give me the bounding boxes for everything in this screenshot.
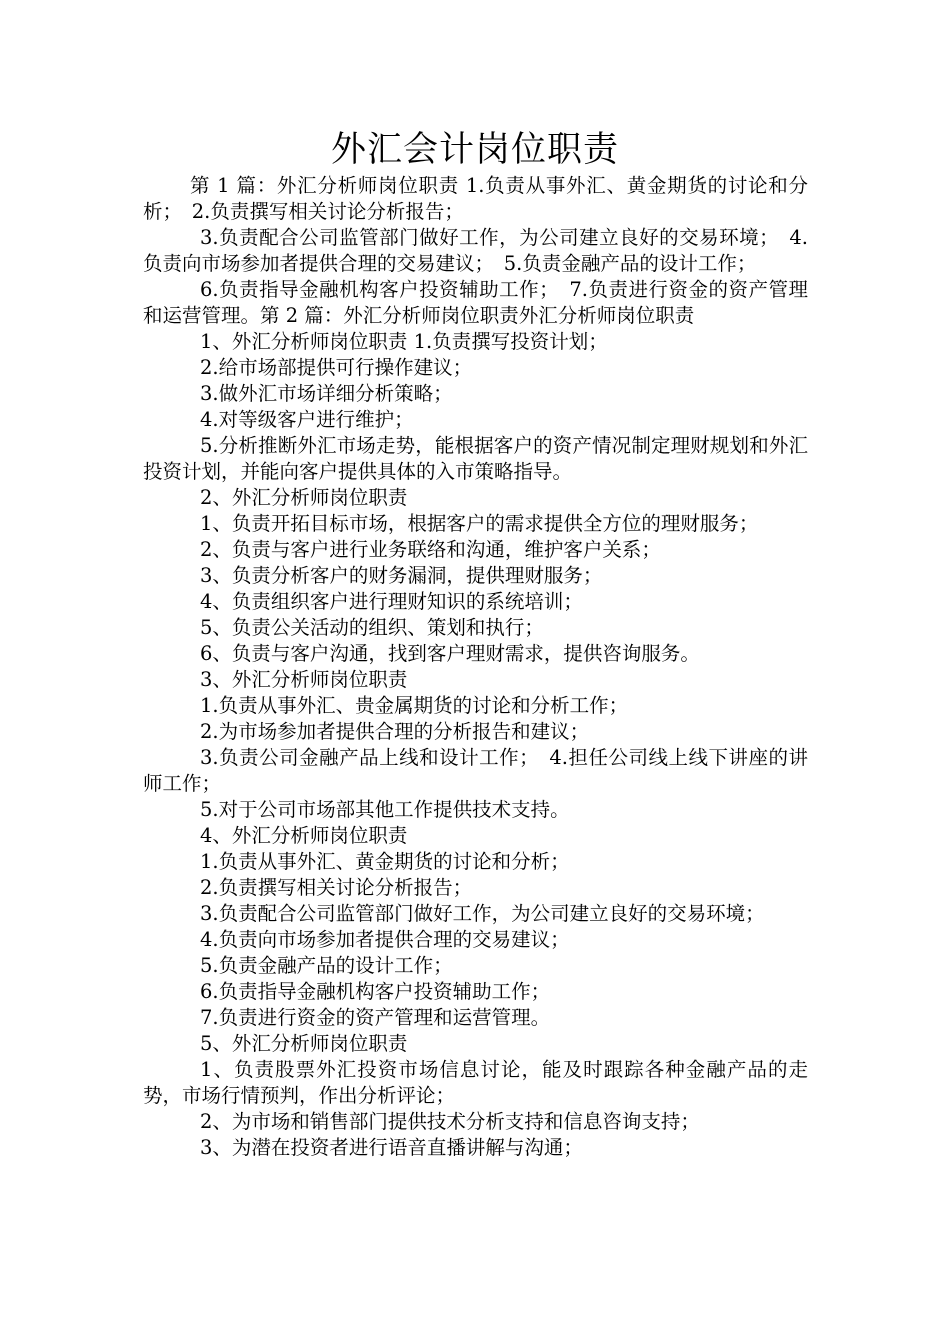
paragraph: 5.对于公司市场部其他工作提供技术支持。 (200, 798, 570, 821)
paragraph: 1.负责从事外汇、黄金期货的讨论和分析； (200, 850, 570, 873)
paragraph: 5.分析推断外汇市场走势，能根据客户的资产情况制定理财规划和外汇投资计划，并能向客户提供具体的入市策略指导。 (143, 434, 808, 483)
paragraph: 5.负责金融产品的设计工作； (200, 954, 453, 977)
document-title: 外汇会计岗位职责 (330, 130, 619, 170)
section-heading: 4、外汇分析师岗位职责 (200, 824, 408, 847)
section-heading: 3、外汇分析师岗位职责 (200, 668, 408, 691)
paragraph: 1、负责股票外汇投资市场信息讨论，能及时跟踪各种金融产品的走势，市场行情预判，作出分析评论； (143, 1058, 808, 1107)
paragraph: 1、负责开拓目标市场，根据客户的需求提供全方位的理财服务； (200, 512, 759, 535)
paragraph: 1、外汇分析师岗位职责 1.负责撰写投资计划； (200, 330, 608, 353)
paragraph: 2.负责撰写相关讨论分析报告； (200, 876, 473, 899)
paragraph: 3.负责公司金融产品上线和设计工作； 4.担任公司线上线下讲座的讲师工作； (143, 746, 808, 795)
paragraph: 2、为市场和销售部门提供技术分析支持和信息咨询支持； (200, 1110, 700, 1133)
paragraph: 2.给市场部提供可行操作建议； (200, 356, 473, 379)
paragraph: 4.负责向市场参加者提供合理的交易建议； (200, 928, 570, 951)
section-heading: 5、外汇分析师岗位职责 (200, 1032, 408, 1055)
paragraph: 2、负责与客户进行业务联络和沟通，维护客户关系； (200, 538, 661, 561)
paragraph: 第 1 篇：外汇分析师岗位职责 1.负责从事外汇、黄金期货的讨论和分析； 2.负责撰写相关讨论分析报告； (143, 174, 808, 223)
paragraph: 7.负责进行资金的资产管理和运营管理。 (200, 1006, 551, 1029)
paragraph: 6、负责与客户沟通，找到客户理财需求，提供咨询服务。 (200, 642, 700, 665)
paragraph: 3、为潜在投资者进行语音直播讲解与沟通； (200, 1136, 583, 1159)
paragraph: 1.负责从事外汇、贵金属期货的讨论和分析工作； (200, 694, 629, 717)
paragraph: 3.负责配合公司监管部门做好工作，为公司建立良好的交易环境； (200, 902, 765, 925)
paragraph: 3.负责配合公司监管部门做好工作，为公司建立良好的交易环境； 4.负责向市场参加者提供合理的交易建议； 5.负责金融产品的设计工作； (143, 226, 808, 275)
paragraph: 5、负责公关活动的组织、策划和执行； (200, 616, 544, 639)
paragraph: 3、负责分析客户的财务漏洞，提供理财服务； (200, 564, 603, 587)
section-heading: 2、外汇分析师岗位职责 (200, 486, 408, 509)
paragraph: 6.负责指导金融机构客户投资辅助工作； (200, 980, 551, 1003)
paragraph: 6.负责指导金融机构客户投资辅助工作； 7.负责进行资金的资产管理和运营管理。第 2 篇：外汇分析师岗位职责外汇分析师岗位职责 (143, 278, 808, 327)
paragraph: 4.对等级客户进行维护； (200, 408, 414, 431)
paragraph: 3.做外汇市场详细分析策略； (200, 382, 453, 405)
document-body (143, 173, 808, 1161)
paragraph: 2.为市场参加者提供合理的分析报告和建议； (200, 720, 590, 743)
paragraph: 4、负责组织客户进行理财知识的系统培训； (200, 590, 583, 613)
